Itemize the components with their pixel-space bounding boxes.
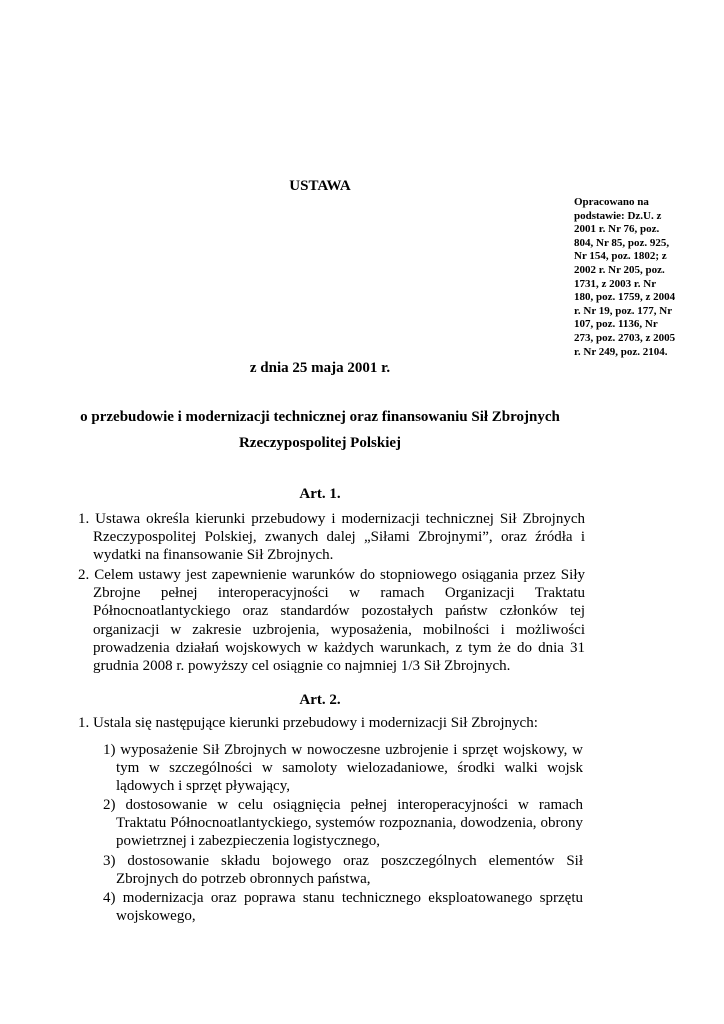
article-2-heading: Art. 2.	[299, 692, 341, 708]
subject-line-1: o przebudowie i modernizacji technicznej oraz finansowaniu Sił Zbrojnych	[80, 409, 560, 425]
article-1-paragraph-1: 1. Ustawa określa kierunki przebudowy i modernizacji technicznej Sił Zbrojnych Rzeczypospolitej Polskiej, zwanych dalej „Siłami Zbrojnymi”, oraz źródła i wydatki na finansowanie Sił Zbrojnych.	[78, 511, 585, 564]
article-2-item-4: 4) modernizacja oraz poprawa stanu technicznego eksploatowanego sprzętu wojskowego,	[103, 890, 583, 925]
document-date: z dnia 25 maja 2001 r.	[249, 360, 391, 376]
article-2-paragraph-1: 1. Ustala się następujące kierunki przebudowy i modernizacji Sił Zbrojnych:	[78, 715, 538, 731]
article-1-paragraph-2: 2. Celem ustawy jest zapewnienie warunków do stopniowego osiągania przez Siły Zbrojne pełnej interoperacyjności w ramach Organizacji Traktatu Północnoatlantyckiego oraz standardów pozostałych państw członków tej organizacji w zakresie uzbrojenia, wyposażenia, mobilności i możliwości prowadzenia działań wojskowych w każdych warunkach, z tym że do dnia 31 grudnia 2008 r. powyższy cel osiągnie co najmniej 1/3 Sił Zbrojnych.	[78, 567, 585, 675]
subject-line-2: Rzeczypospolitej Polskiej	[238, 435, 402, 451]
document-subject	[70, 404, 570, 456]
article-2-item-3: 3) dostosowanie składu bojowego oraz poszczególnych elementów Sił Zbrojnych do potrzeb obronnych państwa,	[103, 853, 583, 888]
article-2-item-1: 1) wyposażenie Sił Zbrojnych w nowoczesne uzbrojenie i sprzęt wojskowy, w tym w szczególności w samoloty wielozadaniowe, środki walki wojsk lądowych i sprzęt pływający,	[103, 742, 583, 795]
article-2-item-2: 2) dostosowanie w celu osiągnięcia pełnej interoperacyjności w ramach Traktatu Północnoatlantyckiego, systemów rozpoznania, dowodzenia, obrony powietrznej i zabezpieczenia logistycznego,	[103, 797, 583, 850]
article-1-heading: Art. 1.	[299, 486, 341, 502]
source-note: Opracowano na podstawie: Dz.U. z 2001 r. Nr 76, poz. 804, Nr 85, poz. 925, Nr 154, poz. 1802; z 2002 r. Nr 205, poz. 1731, z 2003 r. Nr 180, poz. 1759, z 2004 r. Nr 19, poz. 177, Nr 107, poz. 1136, Nr 273, poz. 2703, z 2005 r. Nr 249, poz. 2104.	[574, 196, 676, 358]
document-title: USTAWA	[289, 178, 351, 194]
